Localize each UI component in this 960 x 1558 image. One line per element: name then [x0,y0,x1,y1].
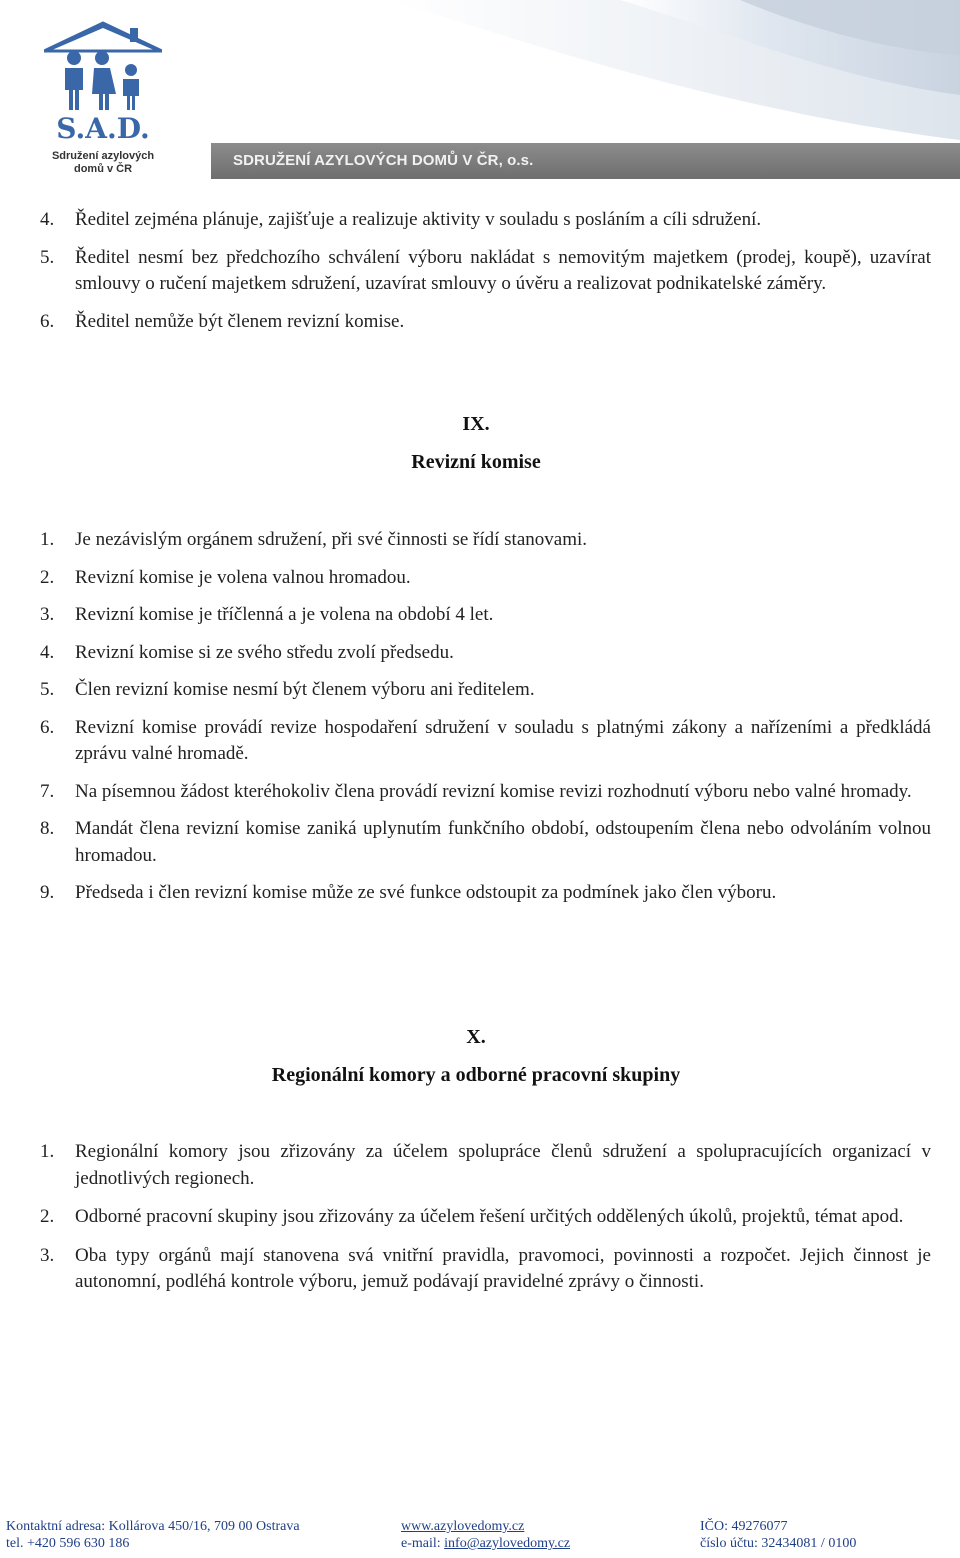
list-item [0,880,960,907]
footer-web-link[interactable]: www.azylovedomy.cz [401,1519,525,1534]
item-number: 2. [40,566,55,588]
logo-abbreviation: S.A.D. [56,112,150,145]
section-ix-list [0,527,960,907]
list-item [0,816,960,869]
logo-subtitle: Sdružení azylových domů v ČR [51,150,155,175]
page-header [0,0,960,185]
section-x-number: X. [466,1026,486,1048]
section-ix-number: IX. [462,413,490,435]
item-number: 6. [40,716,55,738]
item-number: 1. [40,529,55,550]
footer-company [700,1518,856,1552]
item-number: 6. [40,310,55,332]
item-text: Ředitel zejména plánuje, zajišťuje a realizuje aktivity v souladu s posláním a cíli sdružení. [75,209,762,230]
footer-account: číslo účtu: 32434081 / 0100 [700,1536,857,1551]
footer-phone: tel. +420 596 630 186 [6,1536,130,1551]
list-item [0,677,960,704]
item-number: 4. [40,209,55,230]
item-number: 7. [40,780,55,802]
footer-online [401,1518,570,1552]
banner-bar [211,143,960,179]
item-text: Regionální komory jsou zřizovány za účelem spolupráce členů sdružení a spolupracujících organizací v jednotlivých regionech. [75,1141,931,1189]
item-text: Revizní komise je tříčlenná a je volena na období 4 let. [75,604,494,625]
item-number: 8. [40,818,55,839]
footer-contact [6,1518,300,1552]
list-item [0,602,960,629]
item-text: Ředitel nesmí bez předchozího schválení výboru nakládat s nemovitým majetkem (prodej, koupě), uzavírat smlouvy o ručení majetkem sdružení, uzavírat smlouvy o úvěru a realizovat podnikatelské záměry. [75,246,931,294]
item-text: Člen revizní komise nesmí být členem výboru ani ředitelem. [75,679,535,700]
list-item [0,207,960,234]
item-text: Revizní komise je volena valnou hromadou. [75,566,411,588]
item-number: 3. [40,1244,55,1266]
list-item [0,527,960,554]
item-number: 5. [40,679,55,700]
footer-ico: IČO: 49276077 [700,1519,788,1534]
list-item [0,1204,960,1231]
item-text: Je nezávislým orgánem sdružení, při své činnosti se řídí stanovami. [75,529,588,550]
list-item [0,565,960,592]
sad-logo [44,20,162,180]
item-number: 5. [40,246,55,268]
list-item [0,309,960,336]
item-text: Ředitel nemůže být členem revizní komise. [75,310,405,332]
item-number: 2. [40,1206,55,1227]
list-item [0,245,960,298]
list-item [0,640,960,667]
banner-swoosh [200,0,960,145]
list-item [0,1139,960,1192]
page-footer [0,1512,960,1558]
item-text: Na písemnou žádost kteréhokoliv člena provádí revizní komise revizi rozhodnutí výboru nebo valné hromady. [75,780,912,802]
item-number: 1. [40,1141,55,1162]
section-ix-title: Revizní komise [411,451,541,473]
list-item [0,1243,960,1296]
item-text: Revizní komise si ze svého středu zvolí předsedu. [75,641,454,663]
section-viii-list [0,207,960,335]
item-text: Předseda i člen revizní komise může ze své funkce odstoupit za podmínek jako člen výboru. [75,882,777,903]
footer-email-link[interactable]: info@azylovedomy.cz [444,1536,571,1551]
item-text: Revizní komise provádí revize hospodaření sdružení v souladu s platnými zákony a nařízeními a předkládá zprávu valné hromadě. [75,716,931,764]
item-text: Mandát člena revizní komise zaniká uplynutím funkčního období, odstoupením člena nebo odvoláním volnou hromadou. [75,818,931,866]
footer-address: Kontaktní adresa: Kollárova 450/16, 709 00 Ostrava [6,1519,300,1534]
list-item [0,779,960,806]
item-number: 9. [40,882,55,903]
item-text: Odborné pracovní skupiny jsou zřizovány za účelem řešení určitých oddělených úkolů, projektů, témat apod. [75,1206,904,1227]
house-family-icon [44,20,162,115]
footer-email-label: e-mail: [401,1536,445,1551]
banner-title: SDRUŽENÍ AZYLOVÝCH DOMŮ V ČR, o.s. [233,152,534,169]
section-x-list [0,1139,960,1296]
section-x-title: Regionální komory a odborné pracovní skupiny [271,1064,681,1086]
item-number: 3. [40,604,55,625]
item-text: Oba typy orgánů mají stanovena svá vnitřní pravidla, pravomoci, povinnosti a rozpočet. Jejich činnost je autonomní, podléhá kontrole výboru, jemuž podávají pravidelné zprávy o činnosti. [75,1244,931,1292]
list-item [0,715,960,768]
item-number: 4. [40,641,55,663]
